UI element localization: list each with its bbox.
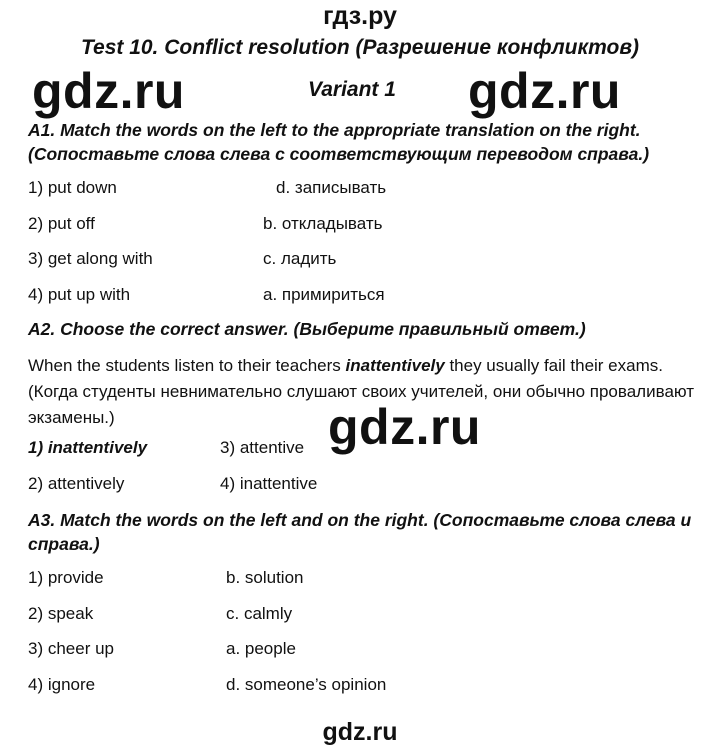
a1-heading-line2: (Сопоставьте слова слева с соответствующим переводом справа.) bbox=[28, 144, 650, 164]
a3-item-2-right: c. calmly bbox=[226, 604, 293, 623]
a2-option-1: 1) inattentively bbox=[28, 438, 148, 457]
a1-item-1-left: 1) put down bbox=[28, 178, 117, 197]
a2-heading: A2. Choose the correct answer. (Выберите правильный ответ.) bbox=[28, 319, 586, 339]
a1-item-2-right: b. откладывать bbox=[263, 214, 383, 233]
watermark-left: gdz.ru bbox=[32, 63, 185, 119]
watermark-right: gdz.ru bbox=[468, 63, 621, 119]
a1-item-3-left: 3) get along with bbox=[28, 249, 153, 268]
site-footer: gdz.ru bbox=[322, 718, 398, 746]
a1-heading-line1: A1. Match the words on the left to the appropriate translation on the right. bbox=[28, 120, 641, 140]
a3-item-1-right: b. solution bbox=[226, 568, 304, 587]
a2-option-2: 2) attentively bbox=[28, 474, 125, 493]
a3-heading-line1: A3. Match the words on the left and on the right. (Сопоставьте слова слева и bbox=[28, 510, 692, 530]
a1-item-1-right: d. записывать bbox=[276, 178, 387, 197]
variant-label: Variant 1 bbox=[308, 78, 396, 101]
a3-item-3-left: 3) cheer up bbox=[28, 639, 114, 658]
a2-sentence-start: When the students listen to their teachers bbox=[28, 356, 346, 375]
a3-item-1-left: 1) provide bbox=[28, 568, 104, 587]
watermark-center: gdz.ru bbox=[328, 399, 481, 455]
a2-sentence-emphasis: inattentively bbox=[345, 356, 445, 375]
a3-item-3-right: a. people bbox=[226, 639, 296, 658]
a1-item-4-right: a. примириться bbox=[263, 285, 385, 304]
site-header: гдз.ру bbox=[323, 2, 397, 30]
a2-sentence-end: they usually fail their exams. (Когда студенты невнимательно слушают своих учителей, они обычно проваливают экзамены.) bbox=[28, 356, 695, 427]
a3-item-4-left: 4) ignore bbox=[28, 675, 96, 694]
a3-item-4-right: d. someone’s opinion bbox=[226, 675, 387, 694]
a2-option-3: 3) attentive bbox=[220, 438, 305, 457]
a3-item-2-left: 2) speak bbox=[28, 604, 94, 623]
a2-option-4: 4) inattentive bbox=[220, 474, 318, 493]
a1-item-4-left: 4) put up with bbox=[28, 285, 131, 304]
a1-item-2-left: 2) put off bbox=[28, 214, 95, 233]
a1-item-3-right: c. ладить bbox=[263, 249, 337, 268]
test-title: Test 10. Conflict resolution (Разрешение конфликтов) bbox=[80, 36, 640, 59]
a3-heading-line2: справа.) bbox=[28, 534, 100, 554]
